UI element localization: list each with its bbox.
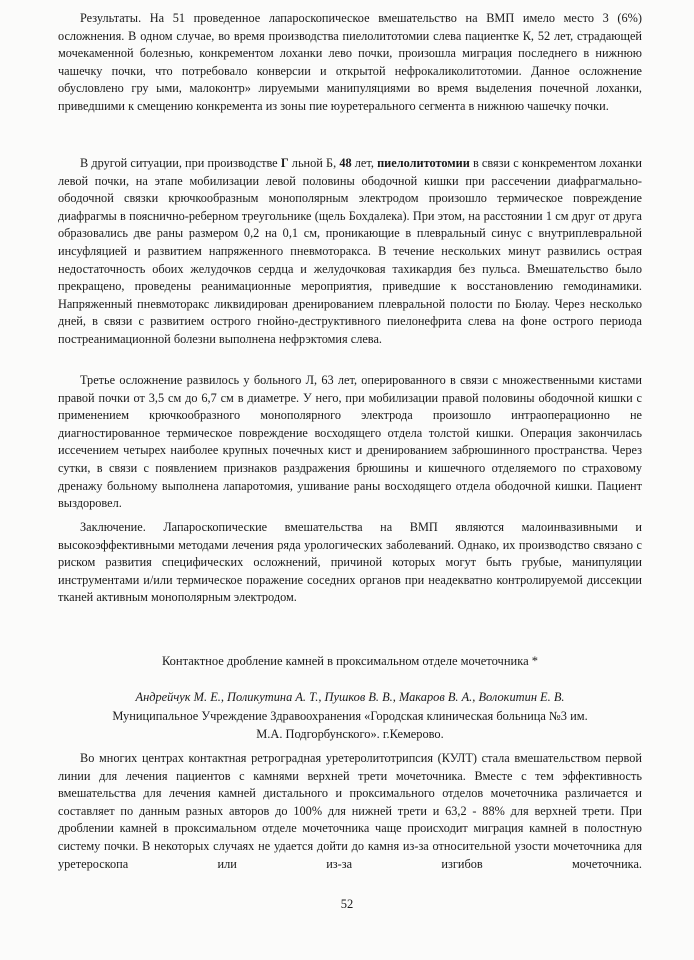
bold-procedure: пиелолитотомии	[377, 156, 470, 170]
paragraph-conclusion	[58, 519, 642, 607]
paragraph-second-case-mid1: льной Б,	[288, 156, 340, 170]
affiliation-line-2: М.А. Подгорбунского». г.Кемерово.	[256, 726, 444, 741]
paragraph-second-case-start: В другой ситуации, при производстве	[80, 156, 281, 170]
paragraph-second-case-rest: в связи с конкрементом лоханки левой почки, на этапе мобилизации левой половины ободочной кишки при рассечении диафрагмально-ободочной связки крючкообразным монополярным электродом произошло термическое повреждение диафрагмы в пояснично-реберном треугольнике (щель Бохдалека). При этом, на расстоянии 1 см друг от друга образовались две раны размером 0,2 на 0,1 см, проникающие в плевральный синус с внутриплевральной инсуфляцией и развитием напряженного пневмоторакса. В течение нескольких минут развились острая недостаточность обоих желудочков сердца и желудочковая тахикардия без пульса. Вмешательство было прекращено, проведены реанимационные мероприятия, приведшие к восстановлению гемодинамики. Напряженный пневмоторакс ликвидирован дренированием плевральной полости по Бюлау. Через несколько дней, в связи с развитием острого гнойно-деструктивного пиелонефрита слева на фоне острого периода постреанимационной болезни выполнена нефрэктомия слева.	[58, 156, 642, 346]
paragraph-second-case	[58, 155, 642, 349]
paragraph-third-case-text: Третье осложнение развилось у больного Л, 63 лет, оперированного в связи с множественными кистами правой почки от 3,5 см до 6,7 см в диаметре. У него, при мобилизации правой половины ободочной кишки с применением крючкообразного монополярного электрода произошло интраоперационно не диагностированное термическое повреждение восходящего отдела толстой кишки. Операция закончилась иссечением четырех наиболее крупных почечных кист и дренированием забрюшинного пространства. Через сутки, в связи с появлением признаков раздражения брюшины и кишечного отделяемого по страховому дренажу больному выполнена лапаротомия, ушивание раны восходящего отдела ободочной кишки. Пациент выздоровел.	[58, 373, 642, 511]
section-title: Контактное дробление камней в проксимальном отделе мочеточника *	[161, 654, 539, 668]
affiliation-line-1: Муниципальное Учреждение Здравоохранения «Городская клиническая больница №3 им.	[112, 709, 588, 723]
authors-line: Андрейчук М. Е., Поликутина А. Т., Пушков В. В., Макаров В. А., Волокитин Е. В.	[135, 690, 565, 704]
bold-age: 48	[339, 156, 352, 170]
page-number: 52	[340, 897, 354, 911]
paragraph-results-text: Результаты. На 51 проведенное лапароскопическое вмешательство на ВМП имело место 3 (6%) осложнения. В одном случае, во время производства пиелолитотомии слева пациентке К, 52 лет, страдающей мочекаменной болезнью, конкрементом лоханки лево почки, произошла миграция последнего в нижнюю чашечку почки, что потребовало конверсии и открытой нефрокаликолитотомии. Данное осложнение обусловлено гру ыми, малоконтр» лируемыми манипуляциями во время выделения почечной лоханки, приведшими к смещению конкремента из зоны пие юуретерального сегмента в нижнюю чашечку почки.	[58, 11, 642, 113]
paragraph-conclusion-text: Заключение. Лапароскопические вмешательства на ВМП являются малоинвазивными и высокоэффективными методами лечения ряда урологических заболеваний. Однако, их производство связано с риском развития специфических осложнений, причиной которых могут быть грубые, манипуляции инструментами и/или термическое поражение соседних органов при неадекватно контролируемой диссекции тканей активным монополярным электродом.	[58, 520, 642, 605]
paragraph-results	[58, 10, 642, 116]
paragraph-third-case	[58, 372, 642, 513]
paragraph-second-case-mid2: лет,	[351, 156, 378, 170]
paragraph-introduction	[58, 750, 642, 873]
paragraph-introduction-text: Во многих центрах контактная ретроградная уретеролитотрипсия (КУЛТ) стала вмешательством первой линии для лечения пациентов с камнями верхней трети мочеточника. Вместе с тем эффективность вмешательства для лечения камней дистального и проксимального отделов мочеточника различается и составляет по данным разных авторов до 100% для нижней трети и 63,2 - 88% для верхней трети. При дроблении камней в проксимальном отделе мочеточника чаще происходит миграция камней в полостную систему почки. В некоторых случаях не удается дойти до камня из-за относительной узости мочеточника для уретероскопа или из-за изгибов мочеточника.	[58, 751, 642, 871]
affiliation	[58, 708, 642, 743]
bold-initial: Г	[280, 156, 289, 170]
